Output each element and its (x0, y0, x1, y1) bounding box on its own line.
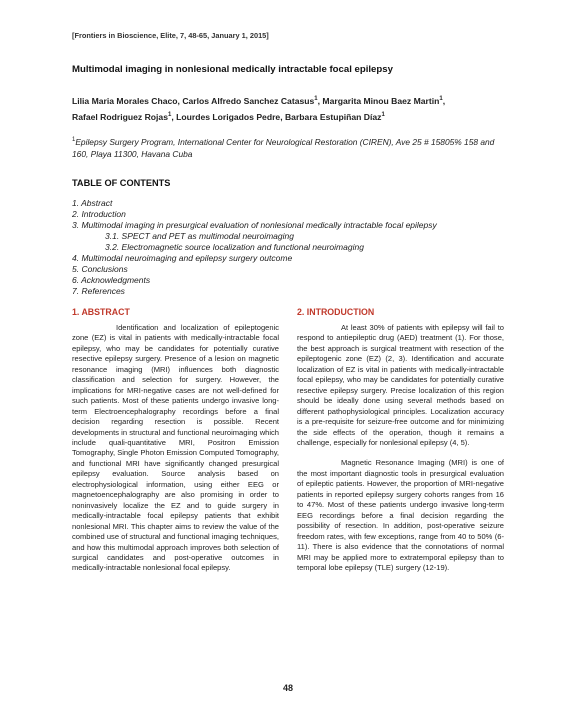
article-title: Multimodal imaging in nonlesional medically intractable focal epilepsy (72, 64, 393, 75)
authors-line1: Lilia Maria Morales Chaco, Carlos Alfredo Sanchez Catasus (72, 95, 315, 106)
introduction-paragraph-1: At least 30% of patients with epilepsy will fail to respond to antiepileptic drug (AED) treatment (1). For those, the best approach is surgical treatment with resection of the epileptogenic zone (EZ) (2, 3). Identification and accurate localization of EZ is vital in patients with medically-intractable focal epilepsy, who may be candidates for potentially curative resective epilepsy surgery. Precise localization of this region should be ideally done using several methods based on different pathophysiological principles. Localization accuracy is a pre-requisite for seizure-free outcome and for minimizing the side effects of the operation, though it remains a challenge, especially for nonlesional epilepsy (4, 5). (297, 323, 504, 447)
abstract-column (72, 323, 279, 574)
authors-line2: Rafael Rodriguez Rojas (72, 111, 168, 122)
introduction-column (297, 323, 504, 573)
toc-title: TABLE OF CONTENTS (72, 178, 171, 188)
authors-sup: 1 (314, 96, 318, 102)
affiliation-sup: 1 (72, 137, 76, 143)
abstract-paragraph: Identification and localization of epileptogenic zone (EZ) is vital in patients with medically-intractable focal epilepsy, who may be candidates for potentially curative resective epilepsy surgery. Presence of a lesion on magnetic resonance imaging (MRI) influences both diagnostic classification and selection for surgery. However, the implications for MRI-negative cases are not well-defined for such patients. Most of these patients undergo invasive long-term Electroencephalography recordings before a final decision regarding resection is possible. Recent developments in structural and functional neuroimaging which include quali-quantitative MRI, Positron Emission Tomography, Single Photon Emission Computed Tomography, and functional MRI have significantly changed presurgical epilepsy evaluation. Source analysis based on electrophysiological information, using either EEG or magnetoencephalography are also promising in order to noninvasively localize the EZ and to guide surgery in medically-intractable focal epilepsy patients that exhibit nonlesional MRI. This chapter aims to review the value of the combined use of structural and functional imaging techniques, and how this multimodal approach improves both selection of surgical candidates and post-operative outcomes in medically-intractable nonlesional focal epilepsy. (72, 323, 279, 573)
abstract-heading: 1. ABSTRACT (72, 307, 130, 317)
introduction-paragraph-2: Magnetic Resonance Imaging (MRI) is one of the most important diagnostic tools in presurgical evaluation of epileptic patients. However, the proportion of MRI-negative patients in reported epilepsy surgery cohorts ranges from 16 to 47%. Most of these patients undergo invasive long-term EEG recordings before a final decision regarding the possibility of resection. In addition, post-operative seizure freedom rates, with few exceptions, range from 40 to 50% (6-11). There is also evidence that the connotations of normal MRI may be applied more to extratemporal epilepsy than to temporal lobe epilepsy (TLE) surgery (12-19). (297, 458, 504, 572)
toc-item: 6. Acknowledgments (72, 275, 151, 285)
affiliation (72, 134, 512, 161)
toc-item: 7. References (72, 286, 125, 296)
toc-item: 4. Multimodal neuroimaging and epilepsy surgery outcome (72, 253, 293, 263)
toc-subitem: 3.1. SPECT and PET as multimodal neuroimaging (105, 231, 294, 241)
author-list (72, 92, 512, 124)
page-number: 48 (282, 683, 293, 693)
toc-item: 3. Multimodal imaging in presurgical evaluation of nonlesional medically intractable focal epilepsy (72, 220, 437, 230)
authors-line1c: , (442, 95, 446, 106)
table-of-contents (72, 198, 522, 297)
toc-item: 2. Introduction (72, 209, 126, 219)
toc-item: 5. Conclusions (72, 264, 128, 274)
authors-line1b: , Margarita Minou Baez Martin (317, 95, 440, 106)
journal-header: [Frontiers in Bioscience, Elite, 7, 48-65, January 1, 2015] (72, 31, 269, 40)
affiliation-text: Epilepsy Surgery Program, International Center for Neurological Restoration (CIREN), Ave 25 # 15805% 158 and 160, Playa 11300, Havana Cuba (72, 136, 495, 160)
toc-item: 1. Abstract (72, 198, 113, 208)
authors-sup: 1 (439, 96, 443, 102)
authors-line2b: , Lourdes Lorigados Pedre, Barbara Estupiñan Díaz (171, 111, 382, 122)
authors-sup: 1 (167, 111, 172, 118)
introduction-heading: 2. INTRODUCTION (297, 307, 375, 317)
toc-subitem: 3.2. Electromagnetic source localization and functional neuroimaging (105, 242, 364, 252)
authors-sup: 1 (381, 111, 385, 118)
